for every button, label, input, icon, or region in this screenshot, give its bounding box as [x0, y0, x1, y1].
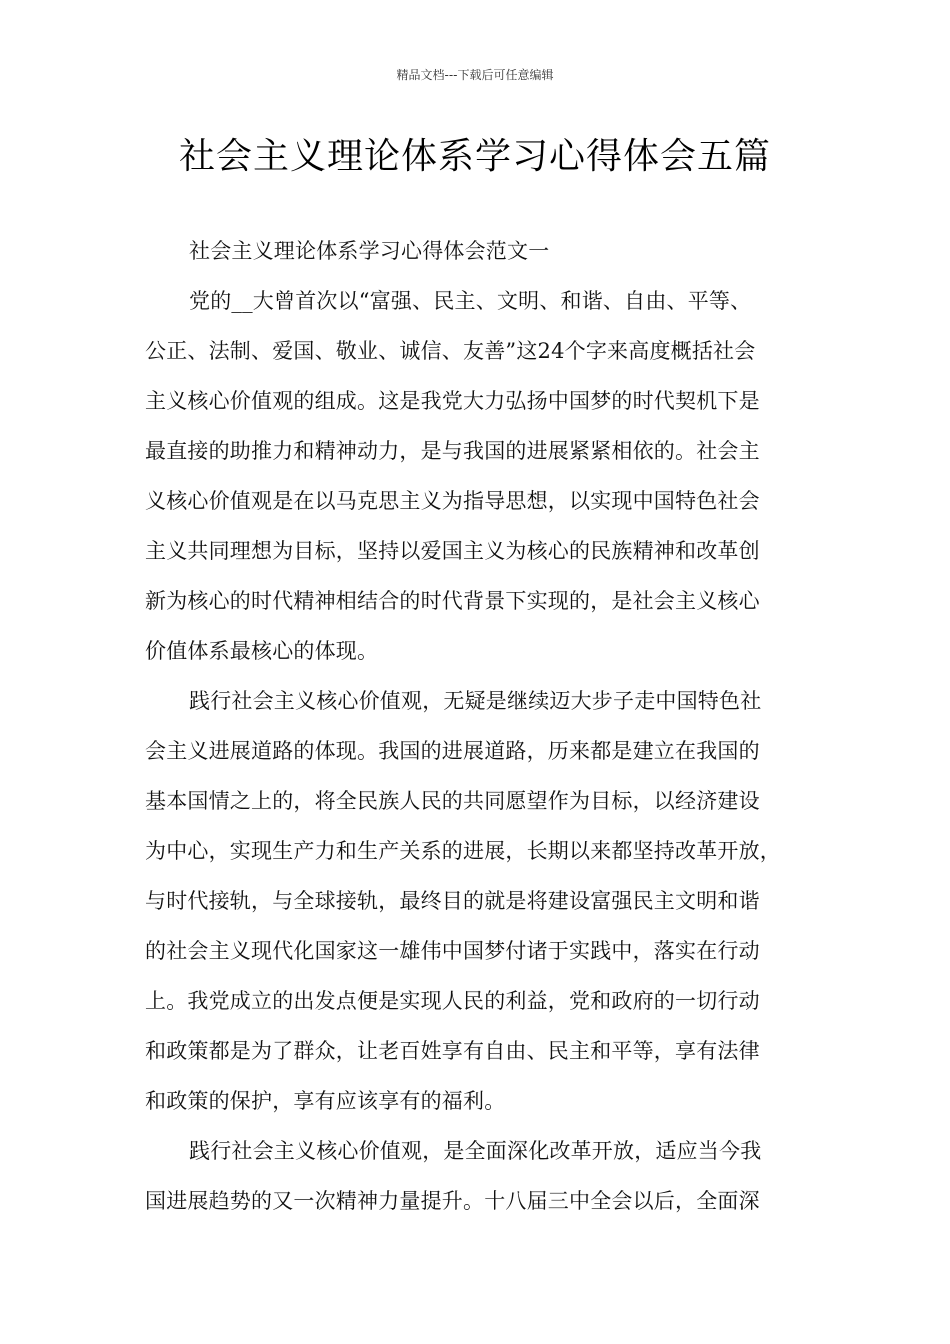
paragraph-line: 践行社会主义核心价值观，是全面深化改革开放，适应当今我: [189, 1139, 762, 1163]
document-body: [145, 226, 805, 1226]
paragraph-line: 新为核心的时代精神相结合的时代背景下实现的，是社会主义核心: [145, 589, 760, 613]
paragraph-line: 践行社会主义核心价值观，无疑是继续迈大步子走中国特色社: [189, 689, 762, 713]
paragraph-line: 为中心，实现生产力和生产关系的进展，长期以来都坚持改革开放，: [145, 839, 781, 863]
paragraph-line: 价值体系最核心的体现。: [145, 639, 379, 663]
paragraph-line: 主义核心价值观的组成。这是我党大力弘扬中国梦的时代契机下是: [145, 389, 760, 413]
paragraph-line: 和政策的保护，享有应该享有的福利。: [145, 1089, 506, 1113]
paragraph-line: 国进展趋势的又一次精神力量提升。十八届三中全会以后，全面深: [145, 1189, 760, 1213]
paragraph-line: 上。我党成立的出发点便是实现人民的利益，党和政府的一切行动: [145, 989, 760, 1013]
paragraph-line: 义核心价值观是在以马克思主义为指导思想，以实现中国特色社会: [145, 489, 760, 513]
paragraph-line: 公正、法制、爱国、敬业、诚信、友善”这24个字来高度概括社会: [145, 339, 756, 363]
header-note: 精品文档---下载后可任意编辑: [396, 68, 554, 82]
paragraph-line: 和政策都是为了群众，让老百姓享有自由、民主和平等，享有法律: [145, 1039, 760, 1063]
paragraph-line: 基本国情之上的，将全民族人民的共同愿望作为目标，以经济建设: [145, 789, 760, 813]
paragraph-line: 主义共同理想为目标，坚持以爱国主义为核心的民族精神和改革创: [145, 539, 760, 563]
section-heading: 社会主义理论体系学习心得体会范文一: [189, 239, 550, 263]
paragraph-line: 会主义进展道路的体现。我国的进展道路，历来都是建立在我国的: [145, 739, 760, 763]
paragraph-line: 的社会主义现代化国家这一雄伟中国梦付诸于实践中，落实在行动: [145, 939, 760, 963]
document-title: 社会主义理论体系学习心得体会五篇: [178, 136, 771, 177]
paragraph-line: 党的__大曾首次以“富强、民主、文明、和谐、自由、平等、: [189, 289, 752, 313]
paragraph-line: 与时代接轨，与全球接轨，最终目的就是将建设富强民主文明和谐: [145, 889, 760, 913]
paragraph-line: 最直接的助推力和精神动力，是与我国的进展紧紧相依的。社会主: [145, 439, 760, 463]
